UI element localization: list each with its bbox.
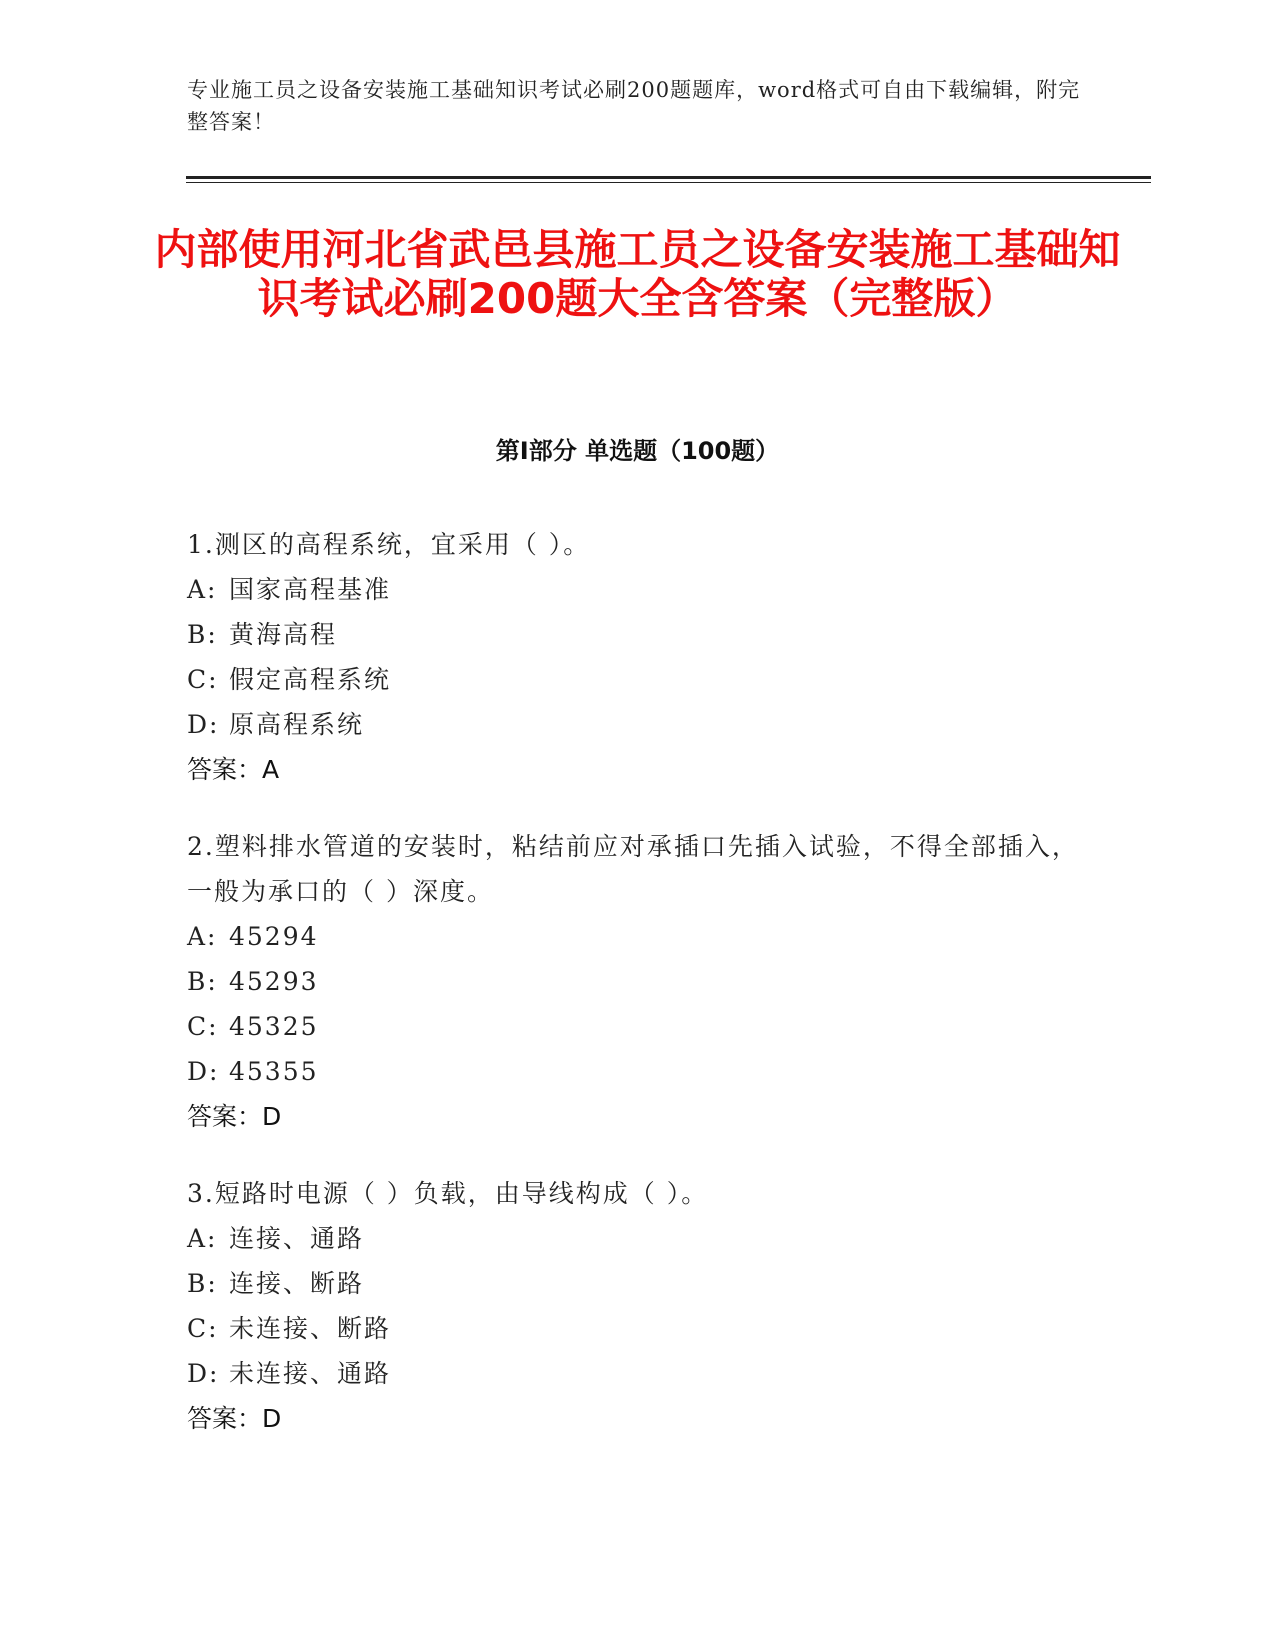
question-1 (187, 522, 1087, 792)
option-letter: A: (187, 922, 218, 951)
option-letter: D: (187, 710, 220, 739)
option-c (187, 1004, 1087, 1049)
option-text: 假定高程系统 (229, 665, 392, 694)
header-divider-thin (186, 182, 1151, 183)
option-text: 黄海高程 (229, 620, 338, 649)
header-divider-thick (186, 176, 1151, 179)
option-b (187, 1261, 1087, 1306)
option-c (187, 1306, 1087, 1351)
option-d (187, 702, 1087, 747)
option-b (187, 959, 1087, 1004)
question-2 (187, 824, 1087, 1139)
option-letter: B: (187, 620, 218, 649)
option-text: 45325 (229, 1012, 319, 1041)
question-stem: 1.测区的高程系统，宜采用（ ）。 (187, 530, 591, 559)
section-title: 第I部分 单选题（100题） (495, 437, 780, 465)
option-text: 45294 (229, 922, 319, 951)
header-note: 专业施工员之设备安装施工基础知识考试必刷200题题库，word格式可自由下载编辑，附完整答案！ (187, 78, 1081, 134)
option-letter: A: (187, 1224, 218, 1253)
option-text: 原高程系统 (229, 710, 365, 739)
answer-line: 答案：A (187, 755, 280, 784)
option-d (187, 1351, 1087, 1396)
option-text: 连接、断路 (229, 1269, 365, 1298)
option-b (187, 612, 1087, 657)
question-3 (187, 1171, 1087, 1441)
option-letter: C: (187, 1012, 219, 1041)
option-letter: D: (187, 1359, 220, 1388)
option-a (187, 567, 1087, 612)
option-letter: D: (187, 1057, 220, 1086)
option-text: 未连接、通路 (229, 1359, 392, 1388)
question-stem: 3.短路时电源（ ）负载，由导线构成（ ）。 (187, 1179, 709, 1208)
option-a (187, 914, 1087, 959)
option-letter: B: (187, 1269, 218, 1298)
option-letter: C: (187, 665, 219, 694)
option-text: 45355 (229, 1057, 319, 1086)
option-text: 未连接、断路 (229, 1314, 392, 1343)
option-letter: A: (187, 575, 218, 604)
option-text: 连接、通路 (229, 1224, 365, 1253)
option-letter: C: (187, 1314, 219, 1343)
document-title: 内部使用河北省武邑县施工员之设备安装施工基础知识考试必刷200题大全含答案（完整版） (154, 225, 1121, 323)
option-text: 国家高程基准 (229, 575, 392, 604)
option-a (187, 1216, 1087, 1261)
option-text: 45293 (229, 967, 319, 996)
option-c (187, 657, 1087, 702)
option-letter: B: (187, 967, 218, 996)
question-list (187, 522, 1087, 1473)
answer-line: 答案：D (187, 1404, 282, 1433)
option-d (187, 1049, 1087, 1094)
question-stem: 2.塑料排水管道的安装时，粘结前应对承插口先插入试验，不得全部插入，一般为承口的（ ）深度。 (187, 832, 1079, 906)
answer-line: 答案：D (187, 1102, 282, 1131)
